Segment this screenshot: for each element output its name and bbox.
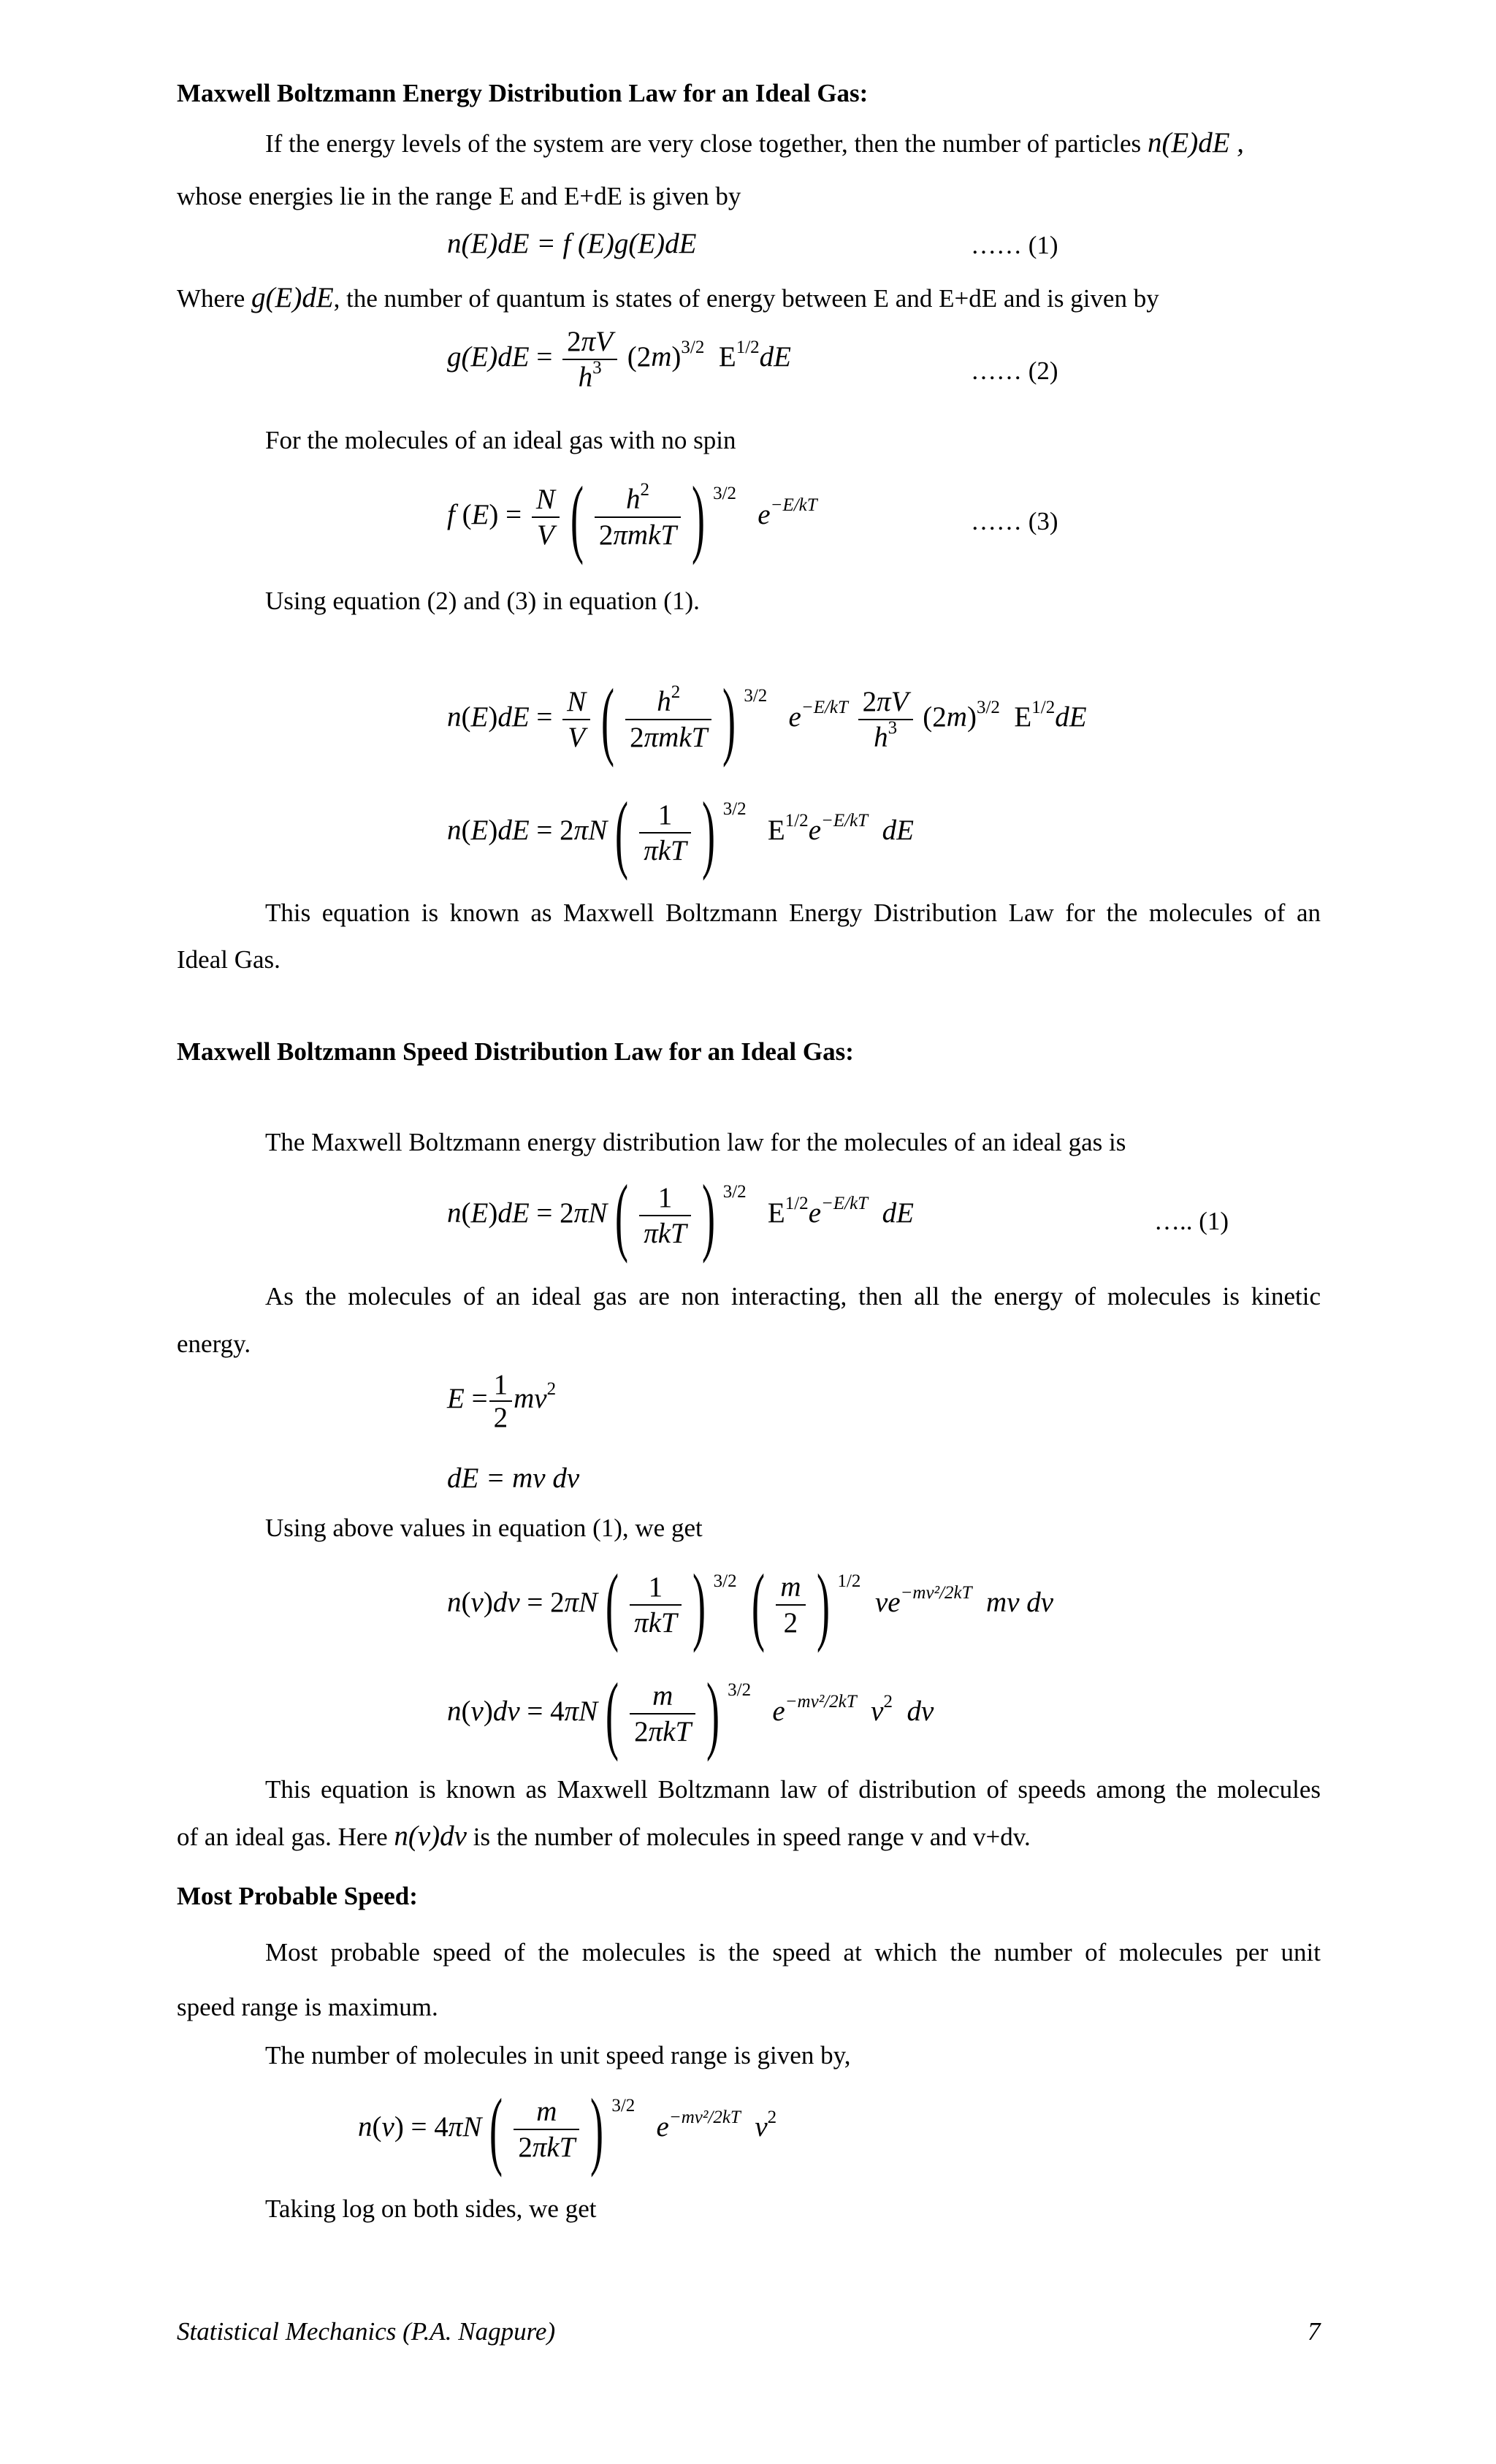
fraction: $\frac{1}{\text{πkT}}$ [639,801,691,865]
fraction: $\frac{2\pi V}{h^3}$ [858,687,913,752]
equation-unit-speed: n(v) = 4πN( $\frac{m}{\text{2πkT}}$ ) $^{3/2}$ $e^{-mv^2/2kT}$ $v^2$ [358,2080,777,2178]
fraction: $\frac{h^2}{\text{2πmkT}}$ [595,485,681,549]
equation-3: f (E) = $\frac{N}{V}$ ( $\frac{h^2}{\text{2πmkT}}$ ) $^{3/2}$ $e^{-E/kT}$ [447,468,817,565]
fraction: $\frac{m}{2}$ [776,1573,805,1637]
section1-known-line2: Ideal Gas. [177,945,280,974]
section2-using-text: Using above values in equation (1), we get [265,1514,703,1542]
equation-dE: dE = mv dv [447,1462,580,1494]
fraction: $\frac{m}{\text{2πkT}}$ [514,2097,579,2162]
section2-intro: The Maxwell Boltzmann energy distribution law for the molecules of an ideal gas is [265,1128,1126,1156]
using-text: Using equation (2) and (3) in equation (1). [265,587,700,615]
fraction: $\frac{2\pi V}{h^3}$ [562,327,617,392]
equation-combined: n(E)dE = $\frac{N}{V}$ ( $\frac{h^2}{\text{2πmkT}}$ ) $^{3/2}$ $e^{-E/kT}$ $\frac{2\pi V}{h^3}$ $(2m)^{3/2}$ $E^{1/2}dE$ [447,671,1087,768]
where-line: Where g(E)dE, the number of quantum is states of energy between E and E+dE and is given by [177,282,1159,313]
equation-2-label: …… (2) [971,356,1058,385]
fraction: $\frac{N}{V}$ [562,687,590,752]
fraction: $\frac{N}{V}$ [532,485,560,549]
section3-para1-line1: Most probable speed of the molecules is the speed at which the number of molecules per unit [265,1938,1321,1967]
section1-para1-line1: If the energy levels of the system are very close together, then the number of particles n(E)dE , [265,127,1245,159]
equation-1: n(E)dE = f (E)g(E)dE [447,228,697,259]
log-text: Taking log on both sides, we get [265,2194,597,2223]
spin-text: For the molecules of an ideal gas with no spin [265,426,736,454]
fraction: $\frac{m}{\text{2πkT}}$ [630,1682,695,1746]
section2-heading: Maxwell Boltzmann Speed Distribution Law for an Ideal Gas: [177,1037,854,1066]
section3-heading: Most Probable Speed: [177,1882,418,1910]
kinetic-line2: energy. [177,1330,251,1358]
equation-3-label: …… (3) [971,507,1058,535]
equation-energy-distribution-repeat: n(E)dE = 2πN( $\frac{1}{\text{πkT}}$ ) $^{3/2}$ $E^{1/2}e^{-E/kT}$ dE [447,1167,914,1264]
equation-kinetic-energy: E = $\frac{1}{2}$ $mv^2$ [447,1369,557,1433]
fraction: $\frac{1}{\text{πkT}}$ [639,1183,691,1248]
fraction: $\frac{1}{\text{πkT}}$ [630,1573,682,1637]
fraction: $\frac{h^2}{\text{2πmkT}}$ [625,687,711,752]
equation-1-label: …… (1) [971,231,1058,259]
section3-para1-line2: speed range is maximum. [177,1993,438,2021]
footer-title: Statistical Mechanics (P.A. Nagpure) [177,2317,556,2346]
fraction: $\frac{1}{2}$ [489,1370,513,1432]
unit-speed-text: The number of molecules in unit speed range is given by, [265,2041,851,2070]
equation-speed-distribution: n(v)dv = 4πN( $\frac{m}{\text{2πkT}}$ ) $^{3/2}$ $e^{-mv^2/2kT}$ $v^2$ dv [447,1665,934,1762]
section2-known-line2: of an ideal gas. Here n(v)dv is the number of molecules in speed range v and v+dv. [177,1820,1031,1852]
equation-2: g(E)dE = $\frac{2\pi V}{h^3}$ $(2m)^{3/2}$ $E^{1/2}dE$ [447,326,791,393]
kinetic-line1: As the molecules of an ideal gas are non interacting, then all the energy of molecules is kinetic [265,1282,1321,1311]
section1-heading: Maxwell Boltzmann Energy Distribution Law for an Ideal Gas: [177,79,869,107]
section2-known-line1: This equation is known as Maxwell Boltzmann law of distribution of speeds among the molecules [265,1775,1321,1804]
section1-para1-line2: whose energies lie in the range E and E+dE is given by [177,182,741,210]
section1-known-line1: This equation is known as Maxwell Boltzmann Energy Distribution Law for the molecules of an [265,899,1321,927]
section2-equation-1-label: ….. (1) [1154,1207,1229,1235]
equation-speed-step: n(v)dv = 2πN( $\frac{1}{\text{πkT}}$ ) $^{3/2}$ ( $\frac{m}{2}$ ) $^{1/2}$ $ve^{-mv^2/2kT}$ mv dv [447,1556,1054,1653]
page-number: 7 [1308,2317,1321,2346]
equation-energy-distribution: n(E)dE = 2πN( $\frac{1}{\text{πkT}}$ ) $^{3/2}$ $E^{1/2}e^{-E/kT}$ dE [447,784,914,881]
